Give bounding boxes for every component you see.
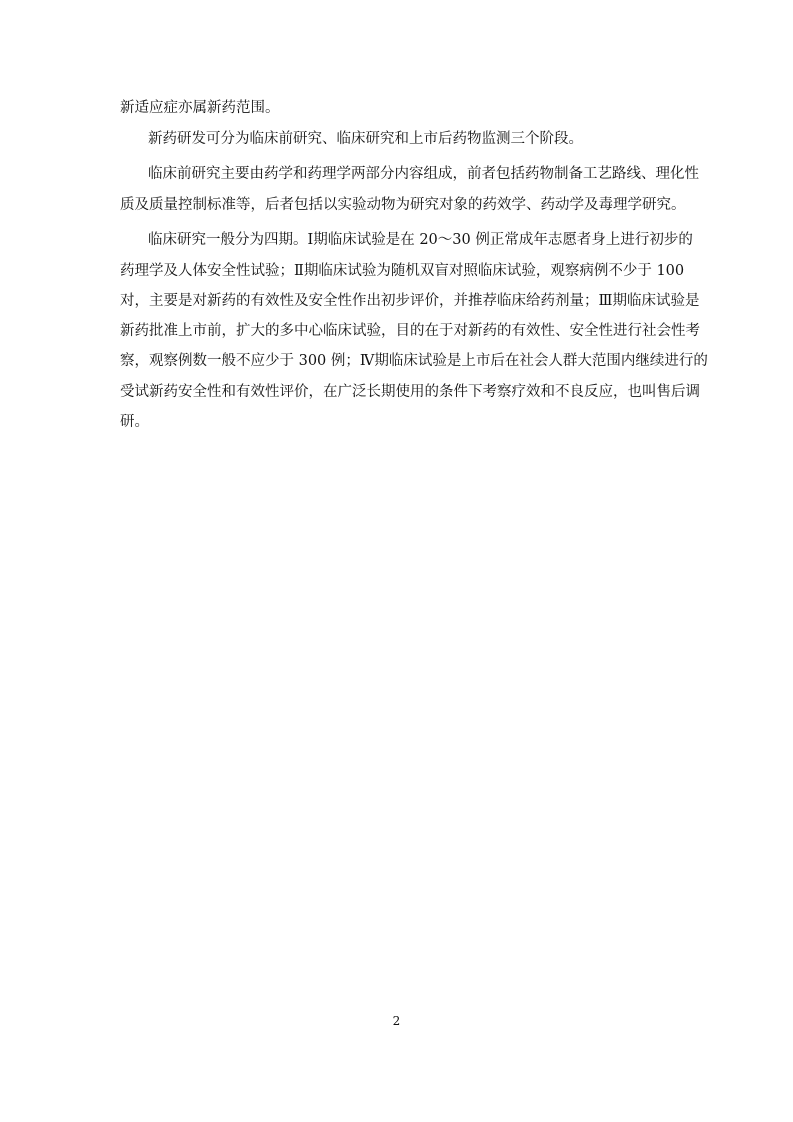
text-line: 察，观察例数一般不应少于 300 例；Ⅳ期临床试验是上市后在社会人群大范围内继续进行的 <box>120 353 708 369</box>
text-line: 新药批准上市前，扩大的多中心临床试验，目的在于对新药的有效性、安全性进行社会性考 <box>120 323 700 339</box>
text-line: 新适应症亦属新药范围。 <box>120 100 280 116</box>
text-line: 质及质量控制标准等，后者包括以实验动物为研究对象的药效学、药动学及毒理学研究。 <box>120 197 686 213</box>
text-line: 新药研发可分为临床前研究、临床研究和上市后药物监测三个阶段。 <box>148 131 583 147</box>
page-number: 2 <box>392 1014 401 1028</box>
text-line: 临床研究一般分为四期。Ⅰ期临床试验是在 20～30 例正常成年志愿者身上进行初步的 <box>148 232 693 248</box>
text-line: 受试新药安全性和有效性评价，在广泛长期使用的条件下考察疗效和不良反应，也叫售后调 <box>120 384 700 400</box>
text-line: 对，主要是对新药的有效性及安全性作出初步评价，并推荐临床给药剂量；Ⅲ期临床试验是 <box>120 293 700 309</box>
text-line: 研。 <box>120 414 149 430</box>
text-line: 临床前研究主要由药学和药理学两部分内容组成，前者包括药物制备工艺路线、理化性 <box>148 166 699 182</box>
text-line: 药理学及人体安全性试验；Ⅱ期临床试验为随机双盲对照临床试验，观察病例不少于 100 <box>120 263 685 279</box>
